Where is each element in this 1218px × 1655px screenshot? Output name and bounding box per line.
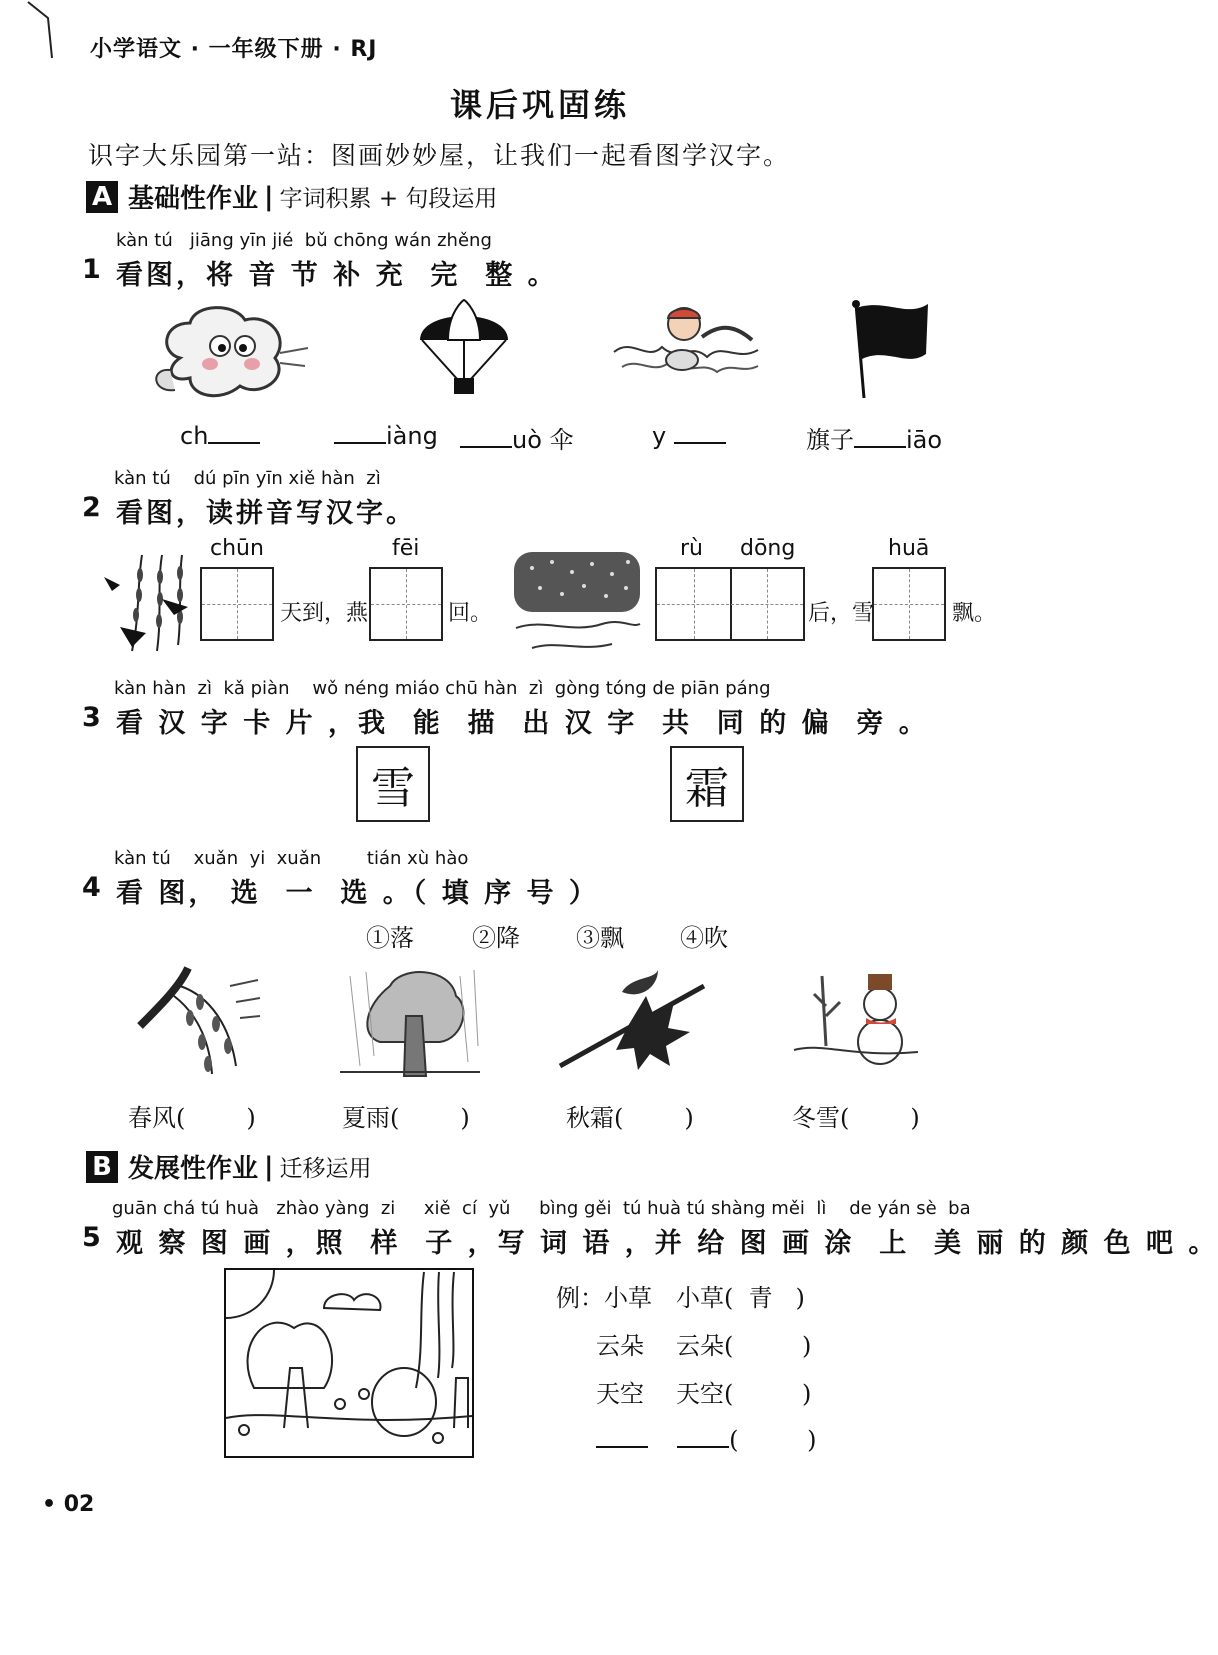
- custom-word-blank[interactable]: [596, 1424, 648, 1448]
- q1-answer-1: ch: [180, 420, 260, 450]
- section-a-sub: 字词积累 + 句段运用: [279, 186, 498, 212]
- option-luo: ①落: [366, 924, 414, 952]
- option-jiang: ②降: [472, 924, 520, 952]
- q1-answer-4: y: [652, 420, 726, 450]
- q2-writing-box-3[interactable]: [655, 567, 805, 641]
- q2-text-3: 后，雪: [808, 601, 875, 626]
- q5-number: 5: [82, 1222, 101, 1253]
- q2-number: 2: [82, 492, 101, 523]
- q1-blank-1[interactable]: [208, 420, 260, 444]
- intro-text: 识字大乐园第一站：图画妙妙屋，让我们一起看图学汉字。: [88, 141, 791, 170]
- q2-pinyin-ru: rù: [680, 536, 703, 561]
- q2-text-1: 天到，燕: [280, 601, 369, 626]
- custom-word-fill[interactable]: ( ): [729, 1426, 817, 1454]
- q3-number: 3: [82, 702, 101, 733]
- parachute-icon: [418, 298, 510, 398]
- section-b-badge: B: [86, 1151, 118, 1183]
- fill-winter-snow[interactable]: 冬雪( ): [792, 1104, 920, 1132]
- sky-word: 天空: [596, 1380, 644, 1408]
- q1-answer-2: iàng: [334, 420, 438, 450]
- page-corner-decoration: [0, 0, 62, 62]
- example-row-a: 例：小草: [556, 1284, 652, 1312]
- autumn-frost-leaf-icon: [558, 966, 706, 1074]
- q3-pinyin: kàn hàn zì kǎ piàn wǒ néng miáo chū hàn zì gòng tóng de piān páng: [114, 678, 771, 699]
- q2-pinyin-dong: dōng: [740, 536, 796, 561]
- q5-instruction: 观 察 图 画 ，照 样 子 ，写 词 语 ，并 给 图 画 涂 上 美 丽 的 颜 色 吧 。: [116, 1228, 1218, 1259]
- q1-pinyin: kàn tú jiāng yīn jié bǔ chōng wán zhěng: [116, 230, 492, 251]
- section-b-name: 发展性作业: [128, 1154, 259, 1184]
- q4-pinyin: kàn tú xuǎn yi xuǎn tián xù hào: [114, 848, 469, 869]
- fill-summer-rain[interactable]: 夏雨( ): [342, 1104, 470, 1132]
- coloring-picture[interactable]: [224, 1268, 474, 1458]
- swimmer-icon: [612, 302, 760, 382]
- q1-blank-3[interactable]: [460, 424, 512, 448]
- char-card-shuang[interactable]: 霜: [670, 746, 744, 822]
- q2-writing-box-4[interactable]: [872, 567, 946, 641]
- section-a-name: 基础性作业: [128, 184, 259, 214]
- cloud-word: 云朵: [596, 1332, 644, 1360]
- q1-blank-4[interactable]: [674, 420, 726, 444]
- q2-text-2: 回。: [448, 601, 493, 626]
- book-header: 小学语文 · 一年级下册 · RJ: [90, 37, 378, 62]
- summer-rain-tree-icon: [340, 966, 480, 1076]
- page-title: 课后巩固练: [449, 86, 630, 124]
- q3-instruction: 看 汉 字 卡 片 ，我 能 描 出 汉 字 共 同 的 偏 旁 。: [116, 708, 929, 739]
- example-row-b: 小草( 青 ): [676, 1284, 805, 1312]
- section-a-divider: |: [264, 181, 274, 212]
- cloud-fill[interactable]: 云朵( ): [676, 1332, 812, 1360]
- option-chui: ④吹: [680, 924, 728, 952]
- q2-pinyin: kàn tú dú pīn yīn xiě hàn zì: [114, 468, 381, 489]
- q5-pinyin: guān chá tú huà zhào yàng zi xiě cí yǔ bìng gěi tú huà tú shàng měi lì de yán sè ba: [112, 1198, 971, 1219]
- q4-instruction: 看 图， 选 一 选 。（ 填 序 号 ）: [116, 878, 599, 909]
- q2-pinyin-fei: fēi: [392, 536, 420, 561]
- cloud-blowing-icon: [150, 298, 310, 404]
- section-b-heading: [86, 1148, 372, 1185]
- custom-word-row: [596, 1424, 816, 1454]
- char-card-xue[interactable]: 雪: [356, 746, 430, 822]
- q2-writing-box-1[interactable]: [200, 567, 274, 641]
- fill-autumn-frost[interactable]: 秋霜( ): [566, 1104, 694, 1132]
- q2-text-4: 飘。: [952, 601, 997, 626]
- sky-fill[interactable]: 天空( ): [676, 1380, 812, 1408]
- willow-swallow-icon: [102, 555, 198, 653]
- q1-answer-5: 旗子 iāo: [806, 426, 943, 454]
- fill-spring-wind[interactable]: 春风( ): [128, 1104, 256, 1132]
- winter-snowman-icon: [792, 966, 920, 1066]
- q2-pinyin-hua: huā: [888, 536, 930, 561]
- q1-instruction: 看图，将 音 节 补 充 完 整 。: [116, 260, 558, 291]
- q2-writing-box-2[interactable]: [369, 567, 443, 641]
- page-number: • 02: [42, 1492, 95, 1517]
- q1-blank-2[interactable]: [334, 420, 386, 444]
- q2-pinyin-chun: chūn: [210, 536, 264, 561]
- q2-instruction: 看图，读拼音写汉字。: [116, 498, 416, 529]
- winter-night-icon: [512, 548, 644, 660]
- option-piao: ③飘: [576, 924, 624, 952]
- section-a-badge: A: [86, 181, 118, 213]
- section-b-sub: 迁移运用: [279, 1156, 372, 1182]
- spring-wind-willow-icon: [140, 966, 260, 1078]
- flag-icon: [846, 298, 932, 400]
- q4-number: 4: [82, 872, 101, 903]
- section-b-divider: |: [264, 1151, 274, 1182]
- q1-number: 1: [82, 254, 101, 285]
- section-a-heading: [86, 178, 497, 215]
- q1-blank-5[interactable]: [854, 424, 906, 448]
- q1-answer-3: uò 伞: [460, 420, 574, 455]
- custom-word-blank-2[interactable]: [677, 1424, 729, 1448]
